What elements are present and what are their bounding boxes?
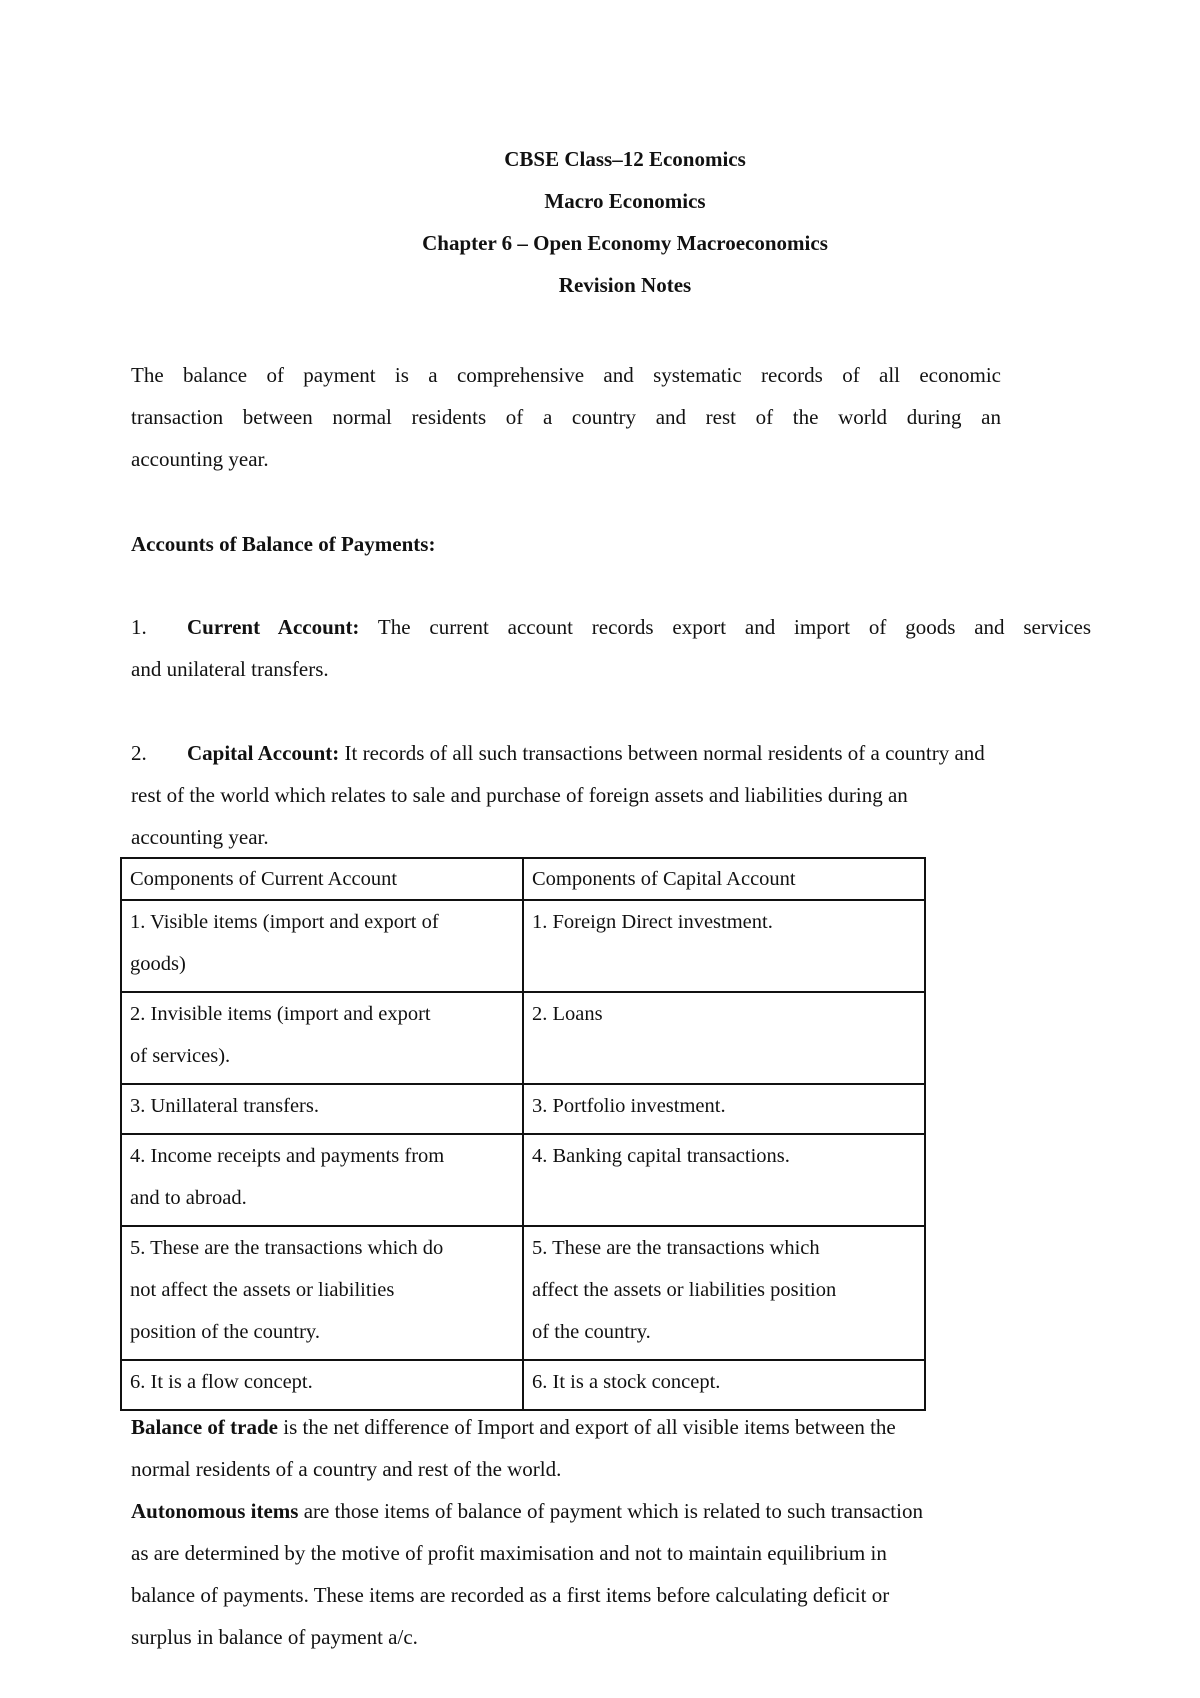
cell-line: 1. Foreign Direct investment. [532, 911, 773, 933]
capital-account-cell [523, 1084, 925, 1134]
item-text: The current account records export and import of goods and services [359, 615, 1092, 639]
item-text: accounting year. [131, 825, 269, 849]
intro-line: accounting year. [131, 447, 269, 471]
cell-line: position of the country. [130, 1321, 320, 1343]
current-account-cell [121, 1360, 523, 1410]
current-account-cell [121, 900, 523, 992]
cell-line: of the country. [532, 1321, 651, 1343]
capital-account-item [131, 732, 1121, 858]
intro-line: transaction between normal residents of a country and rest of the world during an [131, 405, 1001, 429]
cell-line: not affect the assets or liabilities [130, 1279, 395, 1301]
table-header-cell: Components of Capital Account [523, 858, 925, 900]
definition-text: normal residents of a country and rest of the world. [131, 1457, 562, 1481]
notes-title: Revision Notes [558, 273, 692, 297]
chapter-title: Chapter 6 – Open Economy Macroeconomics [422, 231, 828, 255]
cell-line: 2. Invisible items (import and export [130, 1003, 431, 1025]
item-text: rest of the world which relates to sale and purchase of foreign assets and liabilities during an [131, 783, 908, 807]
cell-line: 2. Loans [532, 1003, 603, 1025]
definition-text: surplus in balance of payment a/c. [131, 1625, 418, 1649]
table-header-row [121, 858, 925, 900]
cell-line: 6. It is a stock concept. [532, 1371, 721, 1393]
cell-line: affect the assets or liabilities position [532, 1279, 837, 1301]
accounts-heading: Accounts of Balance of Payments: [131, 532, 436, 556]
capital-account-cell [523, 1226, 925, 1360]
intro-paragraph [131, 354, 1001, 480]
table-row [121, 1084, 925, 1134]
item-term: Current Account: [187, 615, 360, 639]
current-account-cell [121, 992, 523, 1084]
cell-line: and to abroad. [130, 1187, 247, 1209]
definition-text: as are determined by the motive of profit maximisation and not to maintain equilibrium in [131, 1541, 887, 1565]
intro-line: The balance of payment is a comprehensive and systematic records of all economic [131, 363, 1001, 387]
capital-account-cell [523, 900, 925, 992]
item-term: Capital Account: [187, 741, 340, 765]
capital-account-cell [523, 992, 925, 1084]
cell-line: 3. Portfolio investment. [532, 1095, 726, 1117]
definition-text: are those items of balance of payment which is related to such transaction [298, 1499, 923, 1523]
item-text: It records of all such transactions between normal residents of a country and [339, 741, 985, 765]
document-header [0, 146, 1200, 314]
cell-line: 1. Visible items (import and export of [130, 911, 439, 933]
term-balance-of-trade: Balance of trade [131, 1415, 278, 1439]
board-class-title: CBSE Class–12 Economics [504, 147, 746, 171]
cell-line: goods) [130, 953, 186, 975]
current-account-item [131, 606, 1091, 690]
table-row [121, 992, 925, 1084]
cell-line: 4. Income receipts and payments from [130, 1145, 445, 1167]
table-row [121, 1360, 925, 1410]
cell-line: 5. These are the transactions which [532, 1237, 820, 1259]
definitions-section [131, 1406, 1121, 1658]
table-row [121, 900, 925, 992]
current-account-cell [121, 1084, 523, 1134]
current-account-cell [121, 1226, 523, 1360]
capital-account-cell [523, 1134, 925, 1226]
item-number: 1. [131, 615, 147, 639]
cell-line: of services). [130, 1045, 231, 1067]
item-text: and unilateral transfers. [131, 657, 329, 681]
cell-line: 5. These are the transactions which do [130, 1237, 444, 1259]
table-row [121, 1226, 925, 1360]
current-account-cell [121, 1134, 523, 1226]
item-number: 2. [131, 741, 147, 765]
definition-text: balance of payments. These items are recorded as a first items before calculating deficit or [131, 1583, 890, 1607]
cell-line: 3. Unillateral transfers. [130, 1095, 319, 1117]
cell-line: 6. It is a flow concept. [130, 1371, 313, 1393]
components-table [120, 857, 926, 1411]
capital-account-cell [523, 1360, 925, 1410]
term-autonomous-items: Autonomous items [131, 1499, 299, 1523]
subject-title: Macro Economics [544, 189, 706, 213]
definition-text: is the net difference of Import and export of all visible items between the [277, 1415, 896, 1439]
cell-line: 4. Banking capital transactions. [532, 1145, 790, 1167]
table-row [121, 1134, 925, 1226]
table-header-cell: Components of Current Account [121, 858, 523, 900]
